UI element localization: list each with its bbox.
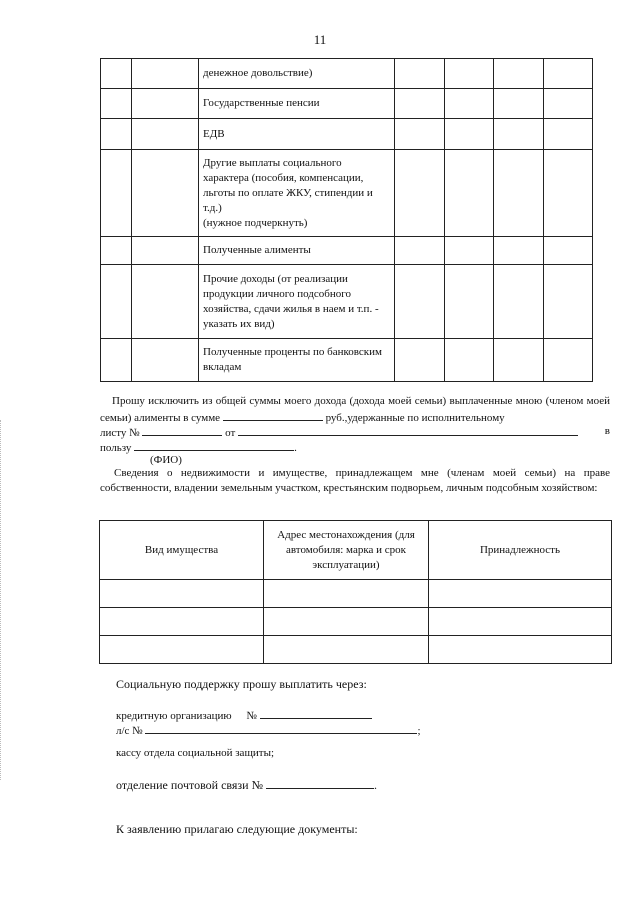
account-line <box>116 722 421 739</box>
income-row-label: Полученные алименты <box>199 237 395 265</box>
table-cell <box>132 59 199 89</box>
period: . <box>374 778 378 792</box>
table-cell[interactable] <box>494 119 544 150</box>
table-cell <box>132 237 199 265</box>
table-cell[interactable] <box>445 119 494 150</box>
table-row <box>101 150 593 237</box>
period: . <box>294 442 297 454</box>
table-row <box>100 608 612 636</box>
semicolon: ; <box>417 725 421 737</box>
table-cell <box>101 339 132 382</box>
income-row-label: Другие выплаты социального характера (пособия, компенсации, льготы по оплате ЖКУ, стипендии и т.д.) (нужное подчеркнуть) <box>199 150 395 237</box>
sheet-date-field[interactable] <box>238 424 578 436</box>
income-row-label: денежное довольствие) <box>199 59 395 89</box>
table-cell[interactable] <box>544 59 593 89</box>
table-cell[interactable] <box>429 580 612 608</box>
table-cell <box>132 89 199 119</box>
income-row-label: ЕДВ <box>199 119 395 150</box>
property-table <box>99 520 612 664</box>
attachments-title: К заявлению прилагаю следующие документы: <box>116 822 358 836</box>
table-row <box>101 339 593 382</box>
alimony-currency-text: руб.,удержанные по исполнительному <box>325 412 505 424</box>
scan-edge <box>0 420 3 780</box>
account-field[interactable] <box>145 722 417 734</box>
income-row-label: Прочие доходы (от реализации продукции личного подсобного хозяйства, сдачи жилья в наем и т.п. - указать их вид) <box>199 265 395 339</box>
table-row <box>100 636 612 664</box>
income-table <box>100 58 593 382</box>
table-cell[interactable] <box>395 150 445 237</box>
table-cell[interactable] <box>395 265 445 339</box>
table-cell[interactable] <box>395 119 445 150</box>
table-cell <box>132 339 199 382</box>
cash-desk-option: кассу отдела социальной защиты; <box>116 747 275 759</box>
table-cell[interactable] <box>100 580 264 608</box>
table-cell[interactable] <box>445 237 494 265</box>
table-row <box>101 237 593 265</box>
table-cell <box>101 59 132 89</box>
alimony-paragraph <box>100 394 610 426</box>
table-cell[interactable] <box>544 339 593 382</box>
alimony-text: Прошу исключить из общей суммы моего дохода (дохода моей семьи) выплаченные мною (членом моей семьи) алименты в сумме <box>100 395 610 424</box>
favor-field[interactable] <box>134 439 294 451</box>
page-number: 11 <box>313 32 327 47</box>
post-office-field[interactable] <box>266 777 374 789</box>
table-cell[interactable] <box>494 59 544 89</box>
account-label: л/с № <box>116 725 143 737</box>
fio-hint: (ФИО) <box>150 454 182 466</box>
table-cell[interactable] <box>445 265 494 339</box>
table-header-row <box>100 521 612 580</box>
table-cell[interactable] <box>445 89 494 119</box>
table-cell[interactable] <box>100 608 264 636</box>
income-row-label: Полученные проценты по банковским вкладам <box>199 339 395 382</box>
table-cell[interactable] <box>395 59 445 89</box>
table-cell[interactable] <box>494 150 544 237</box>
number-sign: № <box>246 710 257 722</box>
table-cell <box>132 119 199 150</box>
table-cell[interactable] <box>544 119 593 150</box>
table-row <box>100 580 612 608</box>
table-cell <box>101 150 132 237</box>
alimony-sum-field[interactable] <box>223 409 323 421</box>
table-cell[interactable] <box>494 237 544 265</box>
column-header: Принадлежность <box>429 521 612 580</box>
table-row <box>101 89 593 119</box>
table-cell <box>132 265 199 339</box>
table-cell[interactable] <box>429 636 612 664</box>
column-header: Адрес местонахождения (для автомобиля: марка и срок эксплуатации) <box>264 521 429 580</box>
table-cell[interactable] <box>429 608 612 636</box>
income-row-label: Государственные пенсии <box>199 89 395 119</box>
table-row <box>101 119 593 150</box>
favor-label: пользу <box>100 442 132 454</box>
table-row <box>101 265 593 339</box>
table-cell <box>101 119 132 150</box>
favor-line <box>100 439 297 456</box>
table-cell[interactable] <box>544 89 593 119</box>
payment-title: Социальную поддержку прошу выплатить через: <box>116 677 367 691</box>
table-cell[interactable] <box>395 89 445 119</box>
from-label: от <box>225 427 236 439</box>
table-cell[interactable] <box>544 150 593 237</box>
table-cell[interactable] <box>445 339 494 382</box>
in-label: в <box>604 425 610 437</box>
post-office-line <box>116 777 377 793</box>
credit-org-field[interactable] <box>260 707 372 719</box>
table-cell[interactable] <box>264 608 429 636</box>
table-cell[interactable] <box>264 580 429 608</box>
column-header: Вид имущества <box>100 521 264 580</box>
table-cell <box>132 150 199 237</box>
table-cell[interactable] <box>544 265 593 339</box>
table-cell[interactable] <box>100 636 264 664</box>
table-cell[interactable] <box>494 89 544 119</box>
credit-org-label: кредитную организацию <box>116 710 232 722</box>
sheet-label: листу № <box>100 427 140 439</box>
table-cell[interactable] <box>264 636 429 664</box>
table-cell[interactable] <box>445 150 494 237</box>
table-cell[interactable] <box>445 59 494 89</box>
table-row <box>101 59 593 89</box>
table-cell <box>101 89 132 119</box>
table-cell <box>101 237 132 265</box>
sheet-number-field[interactable] <box>142 424 222 436</box>
table-cell[interactable] <box>395 237 445 265</box>
table-cell[interactable] <box>395 339 445 382</box>
table-cell[interactable] <box>544 237 593 265</box>
table-cell[interactable] <box>494 265 544 339</box>
property-intro: Сведения о недвижимости и имуществе, принадлежащем мне (членам моей семьи) на праве собственности, владении земельным участком, крестьянским подворьем, личным подсобным хозяйством: <box>100 467 610 494</box>
post-office-label: отделение почтовой связи № <box>116 778 264 792</box>
table-cell <box>101 265 132 339</box>
table-cell[interactable] <box>494 339 544 382</box>
